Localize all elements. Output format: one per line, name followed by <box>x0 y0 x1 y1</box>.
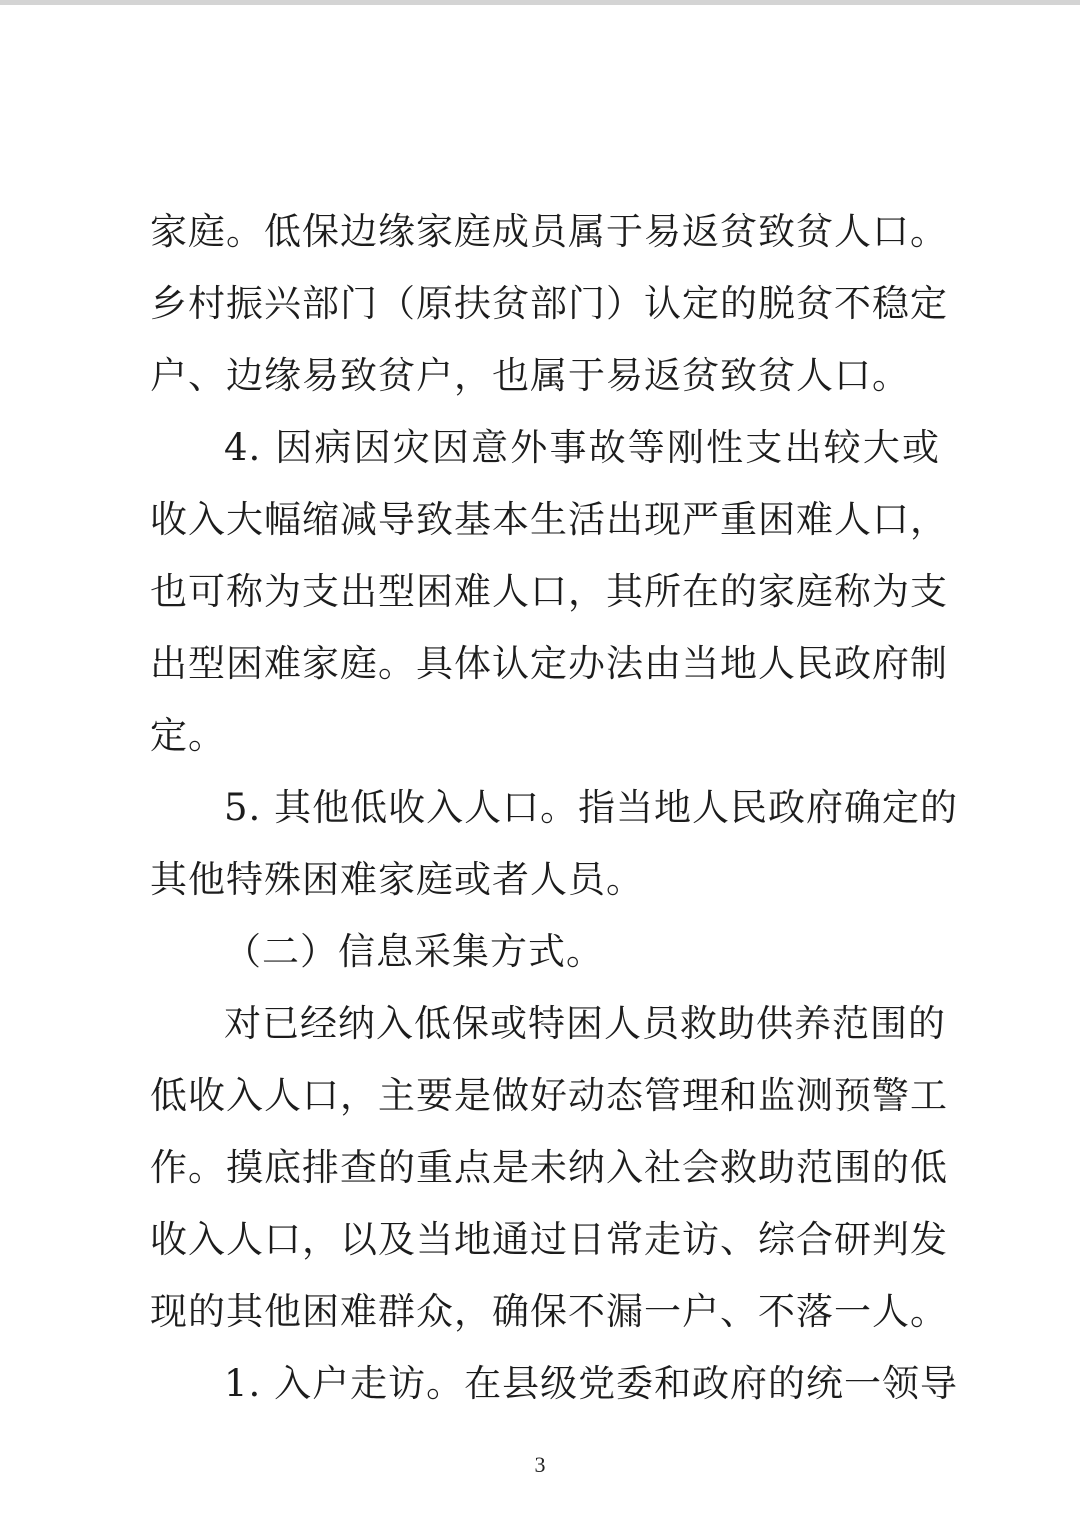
text-line: 低收入人口，主要是做好动态管理和监测预警工 <box>150 1074 948 1117</box>
paragraph-5-start: 5. 其他低收入人口。指当地人民政府确定的 <box>224 786 959 829</box>
paragraph-4-start: 4. 因病因灾因意外事故等刚性支出较大或 <box>224 426 940 469</box>
text-line: 定。 <box>150 714 226 757</box>
text-line: 其他特殊困难家庭或者人员。 <box>150 858 644 901</box>
page-number: 3 <box>534 1452 546 1477</box>
text-line: 家庭。低保边缘家庭成员属于易返贫致贫人口。 <box>150 210 948 253</box>
text-line: 户、边缘易致贫户，也属于易返贫致贫人口。 <box>150 354 910 397</box>
paragraph-start: 对已经纳入低保或特困人员救助供养范围的 <box>224 1002 946 1045</box>
text-line: 也可称为支出型困难人口，其所在的家庭称为支 <box>150 570 948 613</box>
text-line: 出型困难家庭。具体认定办法由当地人民政府制 <box>150 642 948 685</box>
text-line: 乡村振兴部门（原扶贫部门）认定的脱贫不稳定 <box>150 282 948 325</box>
text-line: 作。摸底排查的重点是未纳入社会救助范围的低 <box>150 1146 948 1189</box>
document-body <box>150 196 959 1420</box>
top-edge-strip <box>0 0 1080 5</box>
text-line: 收入大幅缩减导致基本生活出现严重困难人口， <box>150 498 948 541</box>
paragraph-1-start: 1. 入户走访。在县级党委和政府的统一领导 <box>224 1362 959 1405</box>
section-heading: （二）信息采集方式。 <box>224 930 604 973</box>
text-line: 现的其他困难群众，确保不漏一户、不落一人。 <box>150 1290 948 1333</box>
text-line: 收入人口，以及当地通过日常走访、综合研判发 <box>150 1218 948 1261</box>
